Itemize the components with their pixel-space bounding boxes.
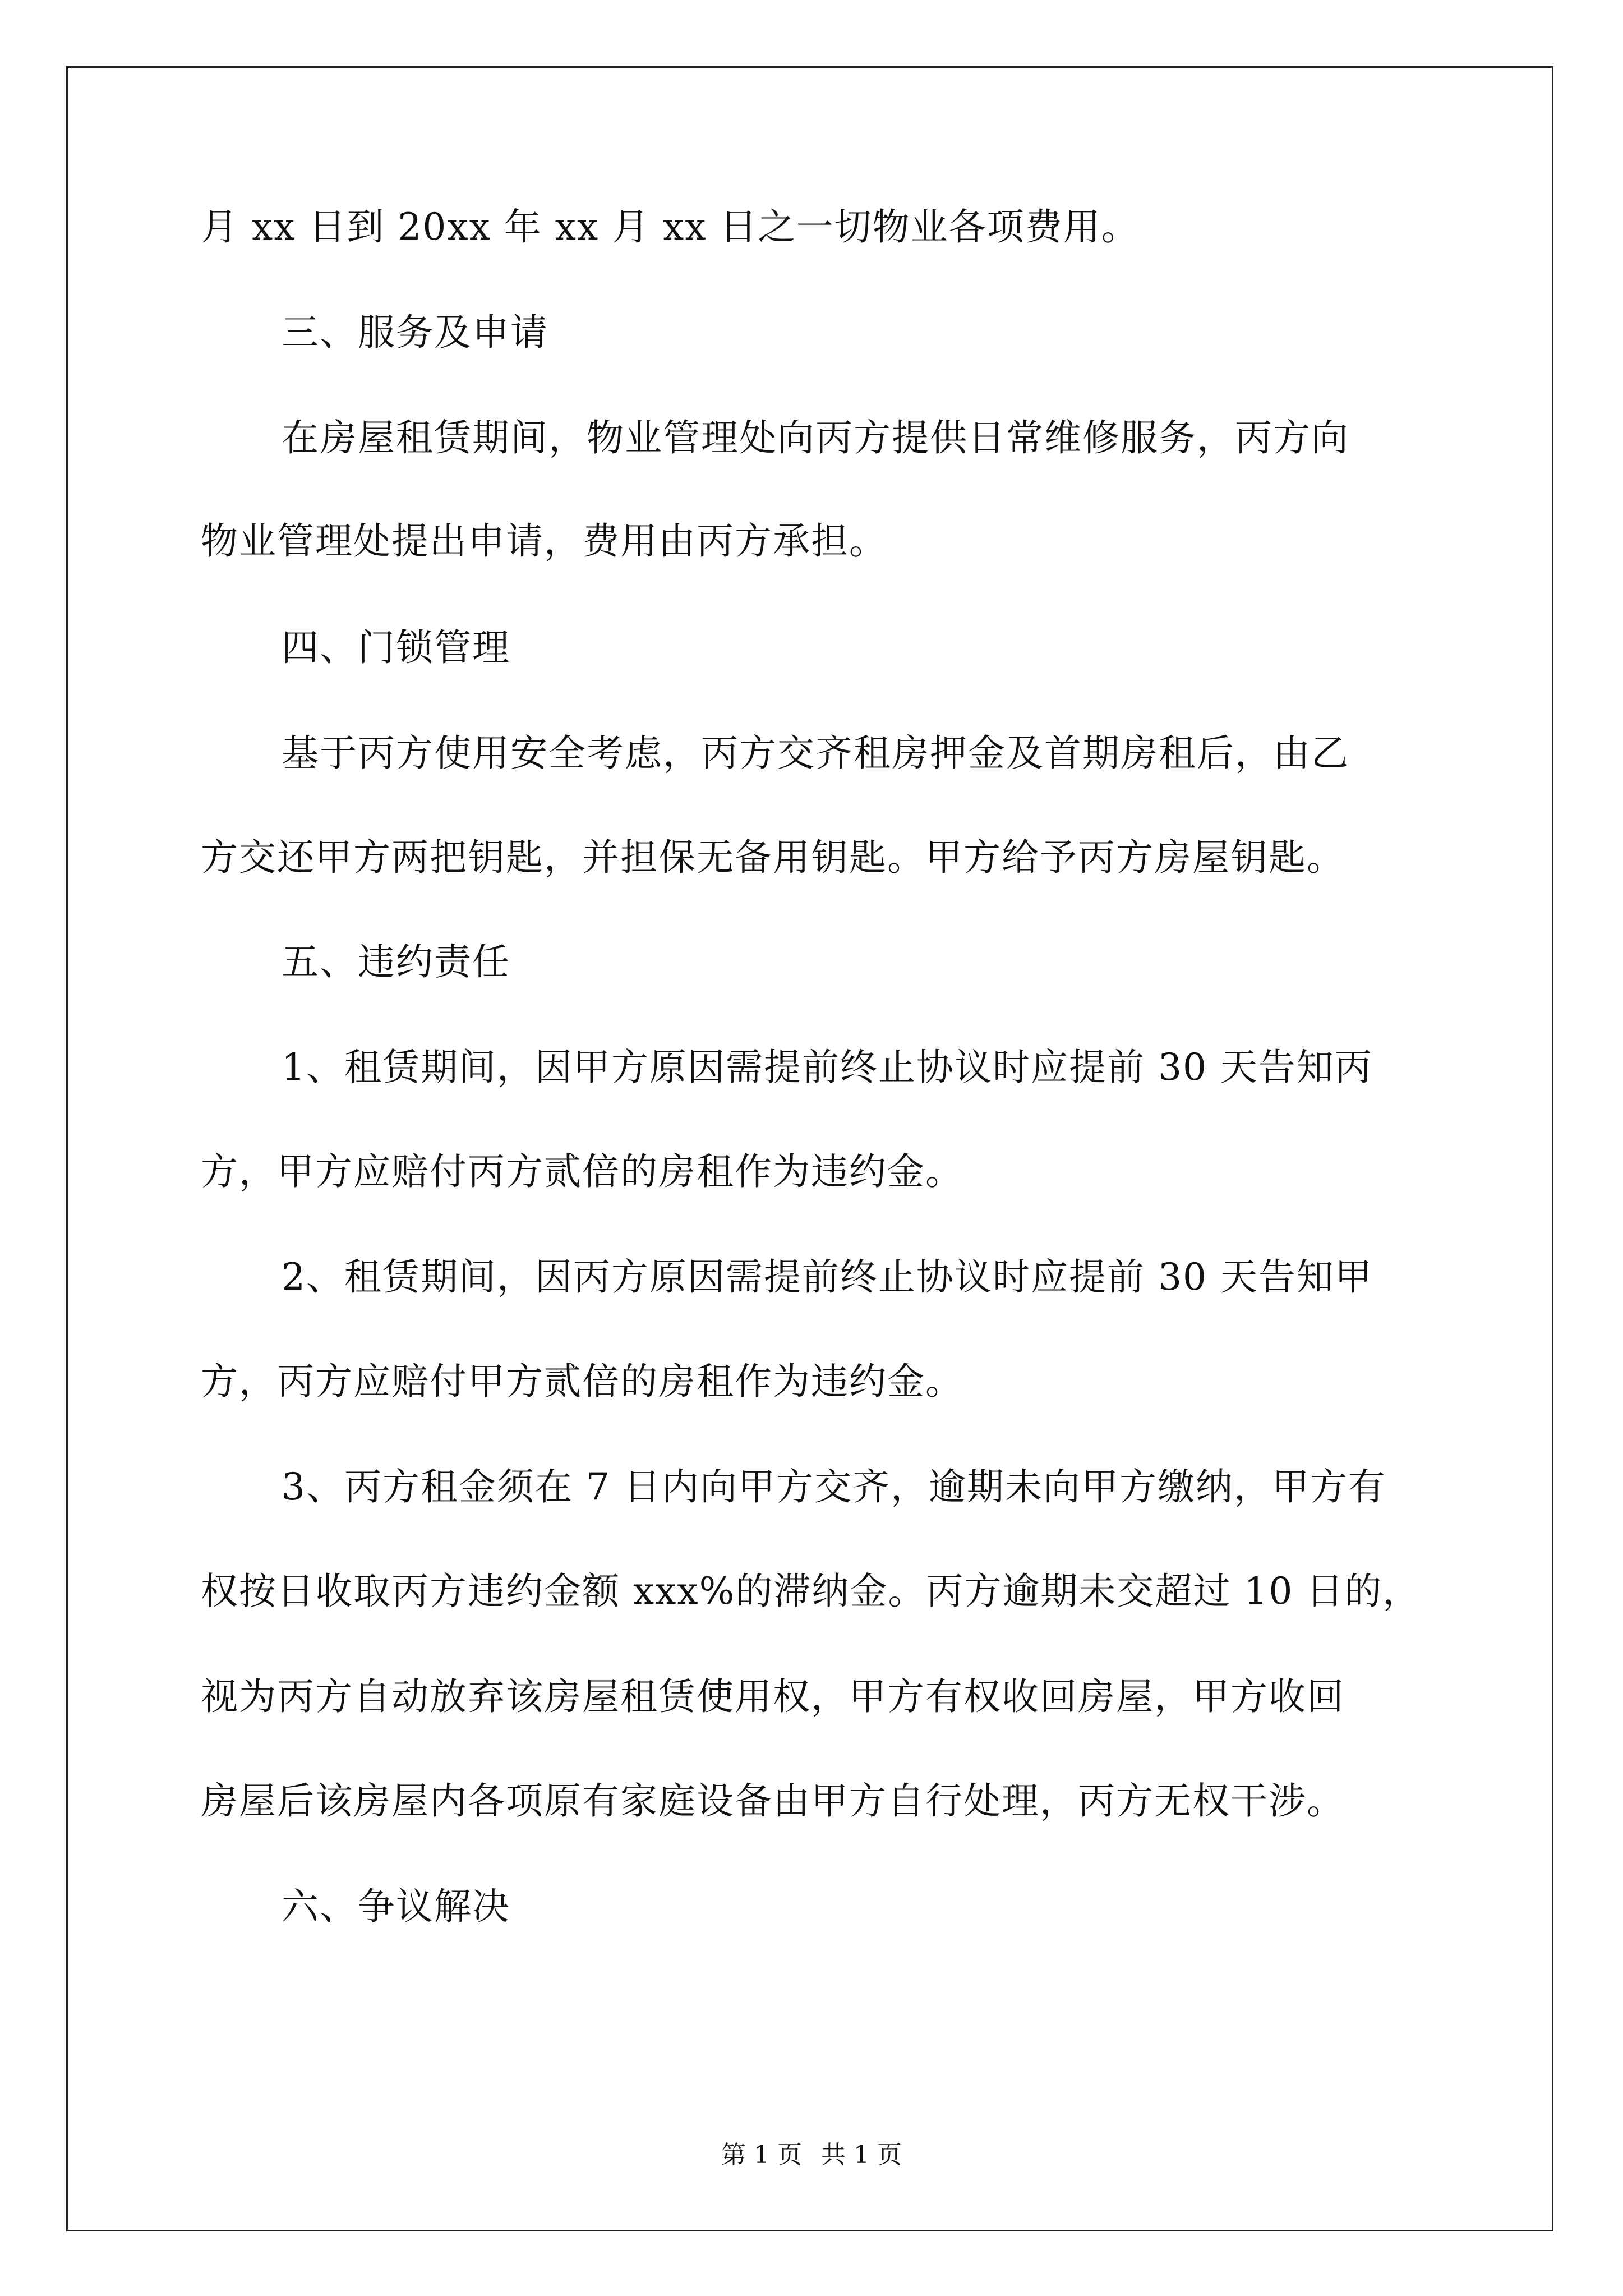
section-heading-dispute: 六、争议解决: [282, 1885, 510, 1928]
section-heading-liability: 五、违约责任: [282, 940, 510, 983]
text-line: 房屋后该房屋内各项原有家庭设备由甲方自行处理，丙方无权干涉。: [201, 1779, 1345, 1823]
page-total: 共 1 页: [821, 2141, 902, 2169]
text-line: 方，甲方应赔付丙方贰倍的房租作为违约金。: [201, 1150, 963, 1193]
text-line: 2、租赁期间，因丙方原因需提前终止协议时应提前 30 天告知甲: [282, 1255, 1373, 1299]
text-line: 3、丙方租金须在 7 日内向甲方交齐，逾期未向甲方缴纳，甲方有: [282, 1465, 1386, 1508]
text-line: 基于丙方使用安全考虑，丙方交齐租房押金及首期房租后，由乙: [282, 731, 1349, 775]
text-line: 在房屋租赁期间，物业管理处向丙方提供日常维修服务，丙方向: [282, 416, 1349, 459]
text-line: 月 xx 日到 20xx 年 xx 月 xx 日之一切物业各项费用。: [201, 205, 1140, 249]
text-line: 方，丙方应赔付甲方贰倍的房租作为违约金。: [201, 1360, 963, 1403]
text-line: 权按日收取丙方违约金额 xxx%的滞纳金。丙方逾期未交超过 10 日的，: [201, 1570, 1421, 1613]
page-footer: [0, 2138, 1623, 2172]
text-line: 方交还甲方两把钥匙，并担保无备用钥匙。甲方给予丙方房屋钥匙。: [201, 836, 1345, 879]
text-line: 视为丙方自动放弃该房屋租赁使用权，甲方有权收回房屋，甲方收回: [201, 1675, 1345, 1718]
section-heading-service: 三、服务及申请: [282, 311, 548, 354]
page-number: 第 1 页: [721, 2141, 802, 2169]
text-line: 1、租赁期间，因甲方原因需提前终止协议时应提前 30 天告知丙: [282, 1046, 1373, 1089]
text-line: 物业管理处提出申请，费用由丙方承担。: [201, 519, 887, 563]
section-heading-lock: 四、门锁管理: [282, 626, 510, 669]
